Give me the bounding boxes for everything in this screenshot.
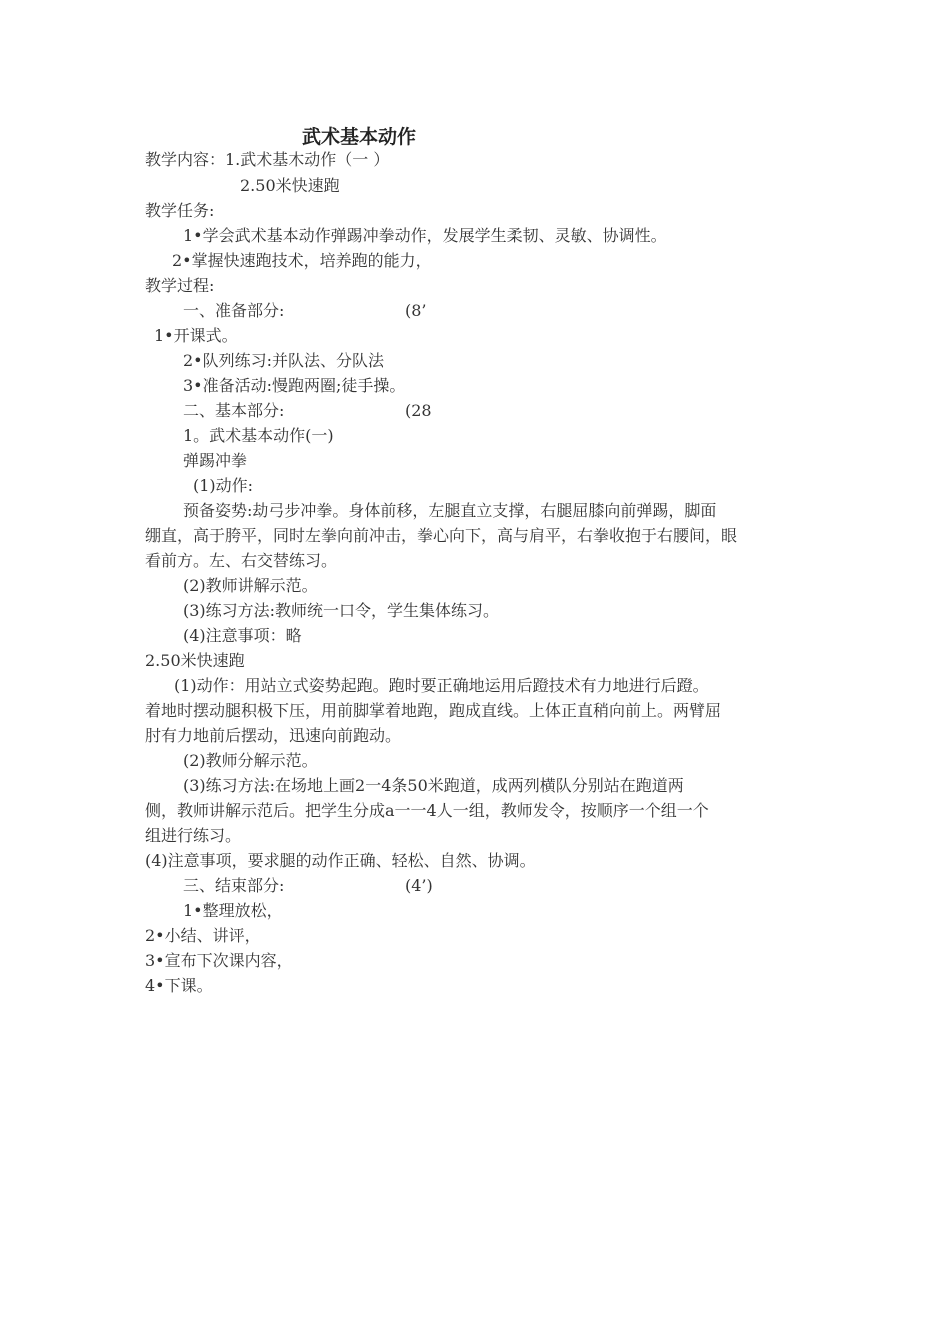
- document-title: 武术基本动作: [302, 126, 417, 148]
- prep-section-heading: 一、准备部分:: [183, 301, 285, 320]
- prep-section-time: (8’: [405, 301, 427, 320]
- wushu-heading: 1。武术基本动作(一): [183, 426, 334, 445]
- prep-item-2: 2•队列练习:并队法、分队法: [183, 351, 385, 370]
- teaching-process-heading: 教学过程:: [145, 276, 215, 295]
- sprint-description-line-2: 着地时摆动腿积极下压，用前脚掌着地跑，跑成直线。上体正直稍向前上。两臂屈: [145, 701, 722, 720]
- sprint-demo-line: (2)教师分解示范。: [183, 751, 318, 770]
- teaching-content-line: 教学内容：1.武术基木动作（一 ）: [145, 150, 390, 169]
- end-section-heading: 三、结束部分:: [183, 876, 285, 895]
- sprint-practice-line-1: (3)练习方法:在场地上画2一4条50米跑道，成两列横队分别站在跑道两: [183, 776, 684, 795]
- sprint-practice-line-2: 侧，教师讲解示范后。把学生分成a一一4人一组，教师发令，按顺序一个组一个: [145, 801, 709, 820]
- end-item-4: 4•下课。: [145, 976, 213, 995]
- basic-section-time: (28: [405, 401, 432, 420]
- end-item-2: 2•小结、讲评，: [145, 926, 261, 945]
- teaching-task-heading: 教学任务:: [145, 201, 215, 220]
- sprint-practice-line-3: 组进行练习。: [145, 826, 242, 845]
- end-item-3: 3•宣布下次课内容，: [145, 951, 293, 970]
- sprint-description-line-1: (1)动作：用站立式姿势起跑。跑时要正确地运用后蹬技术有力地进行后蹬。: [174, 676, 709, 695]
- sprint-heading: 2.50米快速跑: [145, 651, 245, 670]
- end-section-time: (4’): [405, 876, 433, 895]
- task-item-1: 1•学会武术基本动作弹踢冲拳动作，发展学生柔韧、灵敏、协调性。: [183, 226, 667, 245]
- end-item-1: 1•整理放松，: [183, 901, 283, 920]
- prep-item-3: 3•准备活动:慢跑两圈;徒手操。: [183, 376, 406, 395]
- prep-item-1: 1•开课式。: [154, 326, 238, 345]
- wushu-demo-line: (2)教师讲解示范。: [183, 576, 318, 595]
- basic-section-heading: 二、基本部分:: [183, 401, 285, 420]
- wushu-practice-line: (3)练习方法:教师统一口令，学生集体练习。: [183, 601, 500, 620]
- wushu-notes-line: (4)注意事项：略: [183, 626, 302, 645]
- sprint-notes-line: (4)注意事项，要求腿的动作正确、轻松、自然、协调。: [145, 851, 536, 870]
- task-item-2: 2•掌握快速跑技术，培养跑的能力，: [172, 251, 432, 270]
- sprint-description-line-3: 肘有力地前后摆动，迅速向前跑动。: [145, 726, 402, 745]
- wushu-action-label: (1)动作:: [193, 476, 254, 495]
- wushu-subheading: 弹踢冲拳: [183, 451, 248, 470]
- wushu-description-line-3: 看前方。左、右交替练习。: [145, 551, 338, 570]
- wushu-description-line-1: 预备姿势:劫弓步冲拳。身体前移，左腿直立支撑，右腿屈膝向前弹踢，脚面: [183, 501, 717, 520]
- wushu-description-line-2: 绷直，高于胯平，同时左拳向前冲击，拳心向下，高与肩平，右拳收抱于右腰间，眼: [145, 526, 738, 545]
- teaching-content-item-2: 2.50米快速跑: [240, 176, 340, 195]
